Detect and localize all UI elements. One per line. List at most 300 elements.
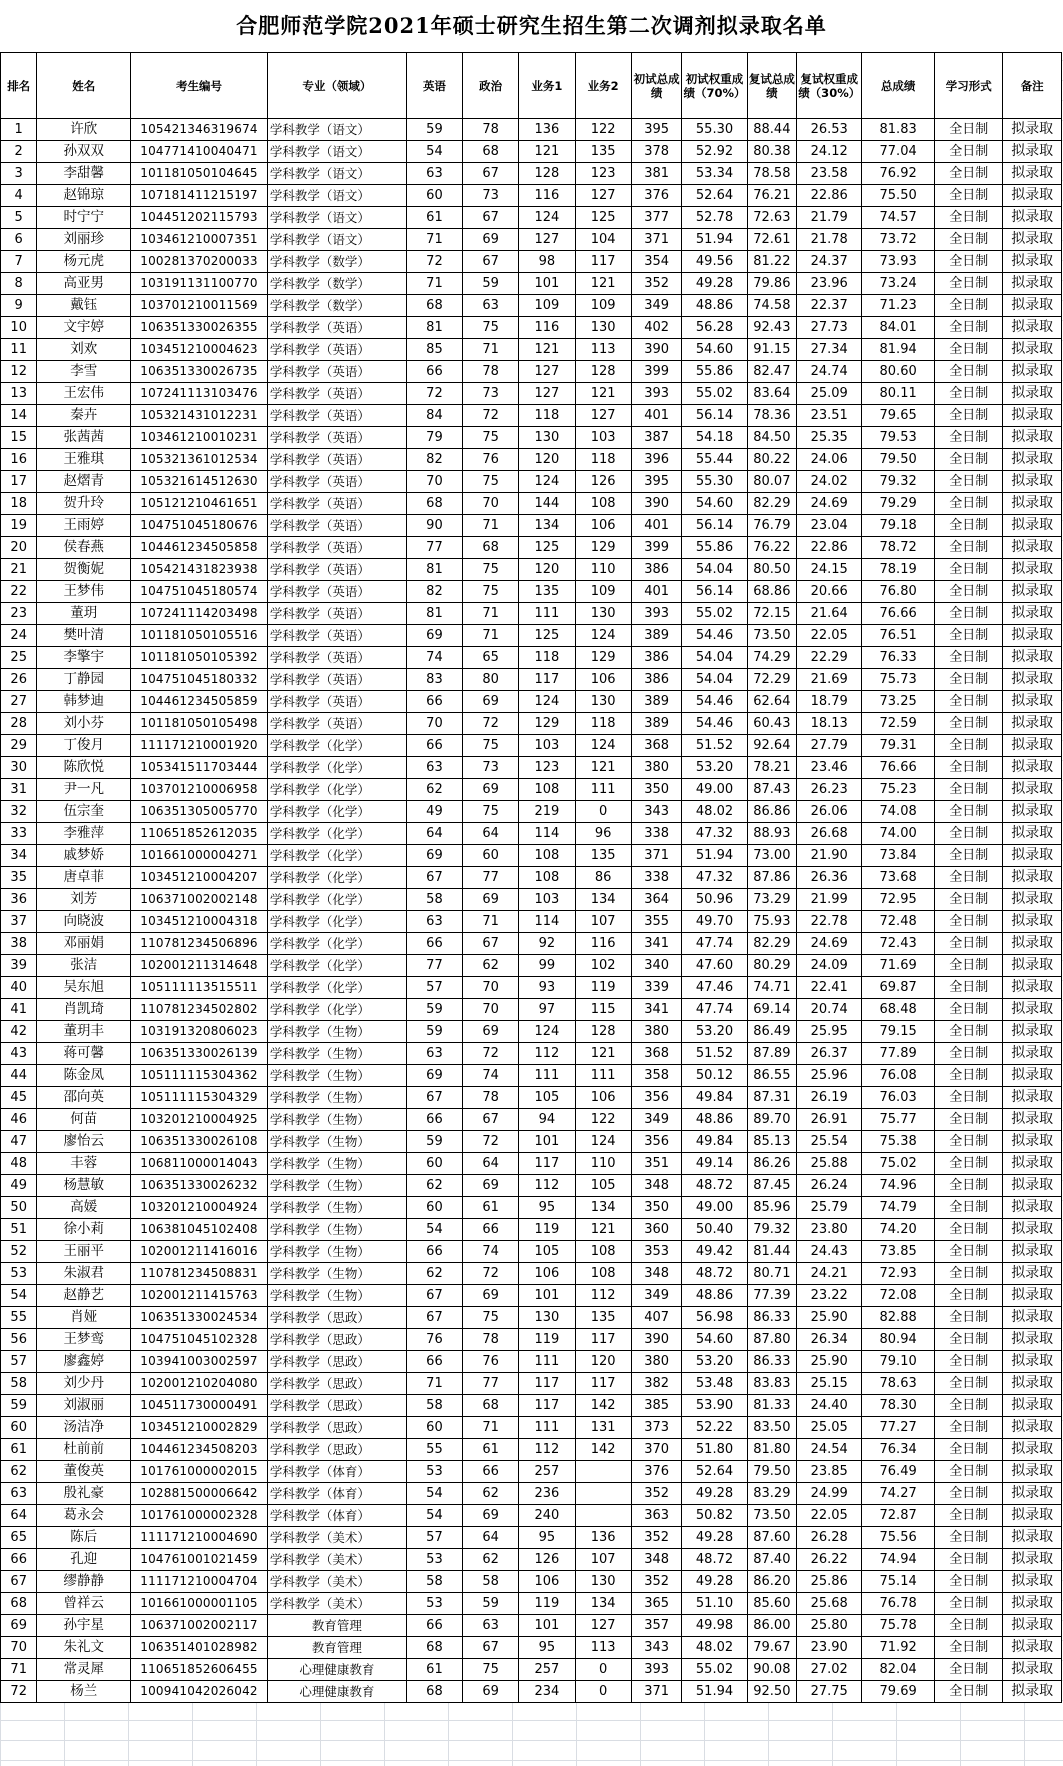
cell-retest-total[interactable]: 78.58 [747, 163, 797, 185]
cell-final-total[interactable]: 75.56 [862, 1527, 935, 1549]
cell-subj2[interactable]: 122 [575, 119, 631, 141]
cell-rank[interactable]: 71 [1, 1659, 37, 1681]
cell-rank[interactable]: 2 [1, 141, 37, 163]
cell-id[interactable]: 104461234505858 [131, 537, 268, 559]
cell-prelim-weighted[interactable]: 49.84 [682, 1131, 747, 1153]
cell-prelim-total[interactable]: 348 [631, 1175, 682, 1197]
cell-final-total[interactable]: 78.19 [862, 559, 935, 581]
cell-subj1[interactable]: 117 [519, 1373, 575, 1395]
cell-prelim-total[interactable]: 368 [631, 1043, 682, 1065]
cell-final-total[interactable]: 82.04 [862, 1659, 935, 1681]
cell-english[interactable]: 60 [406, 1197, 462, 1219]
cell-remark[interactable]: 拟录取 [1003, 1395, 1062, 1417]
cell-prelim-total[interactable]: 401 [631, 405, 682, 427]
cell-final-total[interactable]: 74.08 [862, 801, 935, 823]
cell-study-mode[interactable]: 全日制 [935, 1241, 1003, 1263]
cell-politics[interactable]: 75 [463, 735, 519, 757]
cell-retest-total[interactable]: 81.33 [747, 1395, 797, 1417]
cell-politics[interactable]: 64 [463, 1527, 519, 1549]
cell-subj1[interactable]: 112 [519, 1175, 575, 1197]
cell-subj1[interactable]: 125 [519, 537, 575, 559]
cell-final-total[interactable]: 76.08 [862, 1065, 935, 1087]
cell-prelim-weighted[interactable]: 52.64 [682, 1461, 747, 1483]
cell-english[interactable]: 67 [406, 1285, 462, 1307]
cell-study-mode[interactable]: 全日制 [935, 867, 1003, 889]
cell-final-total[interactable]: 72.93 [862, 1263, 935, 1285]
cell-politics[interactable]: 67 [463, 1109, 519, 1131]
cell-english[interactable]: 49 [406, 801, 462, 823]
cell-english[interactable]: 82 [406, 581, 462, 603]
cell-retest-total[interactable]: 77.39 [747, 1285, 797, 1307]
cell-id[interactable]: 107181411215197 [131, 185, 268, 207]
cell-english[interactable]: 68 [406, 1681, 462, 1703]
cell-rank[interactable]: 43 [1, 1043, 37, 1065]
cell-prelim-total[interactable]: 363 [631, 1505, 682, 1527]
cell-id[interactable]: 106351305005770 [131, 801, 268, 823]
cell-subj2[interactable]: 129 [575, 647, 631, 669]
cell-english[interactable]: 71 [406, 273, 462, 295]
cell-major[interactable]: 学科教学（英语） [267, 493, 406, 515]
cell-retest-weighted[interactable]: 24.40 [797, 1395, 862, 1417]
cell-retest-weighted[interactable]: 26.06 [797, 801, 862, 823]
cell-prelim-weighted[interactable]: 49.00 [682, 779, 747, 801]
cell-english[interactable]: 66 [406, 1109, 462, 1131]
cell-subj1[interactable]: 117 [519, 1395, 575, 1417]
cell-major[interactable]: 学科教学（英语） [267, 383, 406, 405]
cell-study-mode[interactable]: 全日制 [935, 559, 1003, 581]
cell-prelim-weighted[interactable]: 54.04 [682, 647, 747, 669]
cell-subj2[interactable]: 128 [575, 1021, 631, 1043]
cell-id[interactable]: 105111115304362 [131, 1065, 268, 1087]
cell-rank[interactable]: 58 [1, 1373, 37, 1395]
cell-english[interactable]: 67 [406, 1087, 462, 1109]
cell-subj1[interactable]: 121 [519, 141, 575, 163]
cell-subj2[interactable]: 104 [575, 229, 631, 251]
cell-study-mode[interactable]: 全日制 [935, 647, 1003, 669]
cell-prelim-total[interactable]: 389 [631, 625, 682, 647]
cell-prelim-total[interactable]: 349 [631, 1109, 682, 1131]
cell-prelim-total[interactable]: 349 [631, 295, 682, 317]
cell-name[interactable]: 邵向英 [37, 1087, 131, 1109]
cell-remark[interactable]: 拟录取 [1003, 1087, 1062, 1109]
cell-major[interactable]: 学科教学（生物） [267, 1219, 406, 1241]
cell-final-total[interactable]: 81.94 [862, 339, 935, 361]
cell-retest-weighted[interactable]: 27.34 [797, 339, 862, 361]
cell-retest-total[interactable]: 88.44 [747, 119, 797, 141]
cell-id[interactable]: 100941042026042 [131, 1681, 268, 1703]
cell-subj1[interactable]: 106 [519, 1263, 575, 1285]
cell-major[interactable]: 学科教学（思政） [267, 1395, 406, 1417]
cell-name[interactable]: 刘芳 [37, 889, 131, 911]
cell-major[interactable]: 学科教学（英语） [267, 405, 406, 427]
cell-rank[interactable]: 19 [1, 515, 37, 537]
cell-english[interactable]: 59 [406, 1131, 462, 1153]
cell-prelim-weighted[interactable]: 52.92 [682, 141, 747, 163]
cell-subj1[interactable]: 111 [519, 603, 575, 625]
cell-remark[interactable]: 拟录取 [1003, 295, 1062, 317]
cell-major[interactable]: 心理健康教育 [267, 1659, 406, 1681]
cell-final-total[interactable]: 73.84 [862, 845, 935, 867]
cell-retest-total[interactable]: 83.29 [747, 1483, 797, 1505]
cell-rank[interactable]: 8 [1, 273, 37, 295]
cell-final-total[interactable]: 77.89 [862, 1043, 935, 1065]
cell-english[interactable]: 90 [406, 515, 462, 537]
cell-study-mode[interactable]: 全日制 [935, 1461, 1003, 1483]
cell-id[interactable]: 103451210004623 [131, 339, 268, 361]
cell-prelim-weighted[interactable]: 50.82 [682, 1505, 747, 1527]
cell-prelim-weighted[interactable]: 50.40 [682, 1219, 747, 1241]
cell-retest-total[interactable]: 69.14 [747, 999, 797, 1021]
cell-politics[interactable]: 71 [463, 911, 519, 933]
cell-retest-weighted[interactable]: 26.53 [797, 119, 862, 141]
cell-english[interactable]: 62 [406, 1263, 462, 1285]
cell-remark[interactable]: 拟录取 [1003, 1615, 1062, 1637]
cell-prelim-total[interactable]: 338 [631, 867, 682, 889]
cell-prelim-weighted[interactable]: 54.46 [682, 713, 747, 735]
cell-subj1[interactable]: 95 [519, 1197, 575, 1219]
cell-remark[interactable]: 拟录取 [1003, 581, 1062, 603]
cell-prelim-weighted[interactable]: 54.46 [682, 691, 747, 713]
cell-major[interactable]: 学科教学（生物） [267, 1285, 406, 1307]
cell-subj1[interactable]: 101 [519, 1615, 575, 1637]
cell-subj2[interactable]: 110 [575, 559, 631, 581]
cell-retest-total[interactable]: 79.50 [747, 1461, 797, 1483]
cell-subj1[interactable]: 129 [519, 713, 575, 735]
cell-rank[interactable]: 36 [1, 889, 37, 911]
cell-study-mode[interactable]: 全日制 [935, 1153, 1003, 1175]
cell-retest-weighted[interactable]: 25.09 [797, 383, 862, 405]
cell-prelim-total[interactable]: 348 [631, 1549, 682, 1571]
cell-study-mode[interactable]: 全日制 [935, 251, 1003, 273]
cell-study-mode[interactable]: 全日制 [935, 427, 1003, 449]
cell-remark[interactable]: 拟录取 [1003, 757, 1062, 779]
cell-subj1[interactable]: 95 [519, 1637, 575, 1659]
cell-politics[interactable]: 73 [463, 383, 519, 405]
cell-id[interactable]: 105341511703444 [131, 757, 268, 779]
cell-study-mode[interactable]: 全日制 [935, 1593, 1003, 1615]
cell-retest-weighted[interactable]: 24.21 [797, 1263, 862, 1285]
cell-name[interactable]: 许欣 [37, 119, 131, 141]
cell-prelim-weighted[interactable]: 48.02 [682, 1637, 747, 1659]
cell-name[interactable]: 王雅琪 [37, 449, 131, 471]
cell-rank[interactable]: 9 [1, 295, 37, 317]
cell-subj2[interactable]: 127 [575, 1615, 631, 1637]
cell-politics[interactable]: 75 [463, 581, 519, 603]
cell-politics[interactable]: 62 [463, 1549, 519, 1571]
cell-major[interactable]: 学科教学（生物） [267, 1241, 406, 1263]
cell-final-total[interactable]: 77.04 [862, 141, 935, 163]
cell-remark[interactable]: 拟录取 [1003, 999, 1062, 1021]
cell-rank[interactable]: 13 [1, 383, 37, 405]
cell-retest-total[interactable]: 80.71 [747, 1263, 797, 1285]
cell-english[interactable]: 62 [406, 779, 462, 801]
cell-prelim-total[interactable]: 380 [631, 1351, 682, 1373]
cell-prelim-total[interactable]: 355 [631, 911, 682, 933]
cell-prelim-total[interactable]: 402 [631, 317, 682, 339]
cell-id[interactable]: 103451210002829 [131, 1417, 268, 1439]
cell-subj2[interactable]: 142 [575, 1395, 631, 1417]
cell-politics[interactable]: 69 [463, 779, 519, 801]
cell-retest-total[interactable]: 83.50 [747, 1417, 797, 1439]
cell-id[interactable]: 103941003002597 [131, 1351, 268, 1373]
cell-retest-weighted[interactable]: 27.02 [797, 1659, 862, 1681]
cell-english[interactable]: 60 [406, 1153, 462, 1175]
cell-study-mode[interactable]: 全日制 [935, 1263, 1003, 1285]
cell-retest-total[interactable]: 83.83 [747, 1373, 797, 1395]
cell-prelim-weighted[interactable]: 47.74 [682, 933, 747, 955]
cell-retest-weighted[interactable]: 24.74 [797, 361, 862, 383]
cell-english[interactable]: 77 [406, 537, 462, 559]
cell-id[interactable]: 103701210006958 [131, 779, 268, 801]
cell-major[interactable]: 学科教学（生物） [267, 1109, 406, 1131]
cell-subj2[interactable]: 0 [575, 1681, 631, 1703]
cell-major[interactable]: 学科教学（化学） [267, 735, 406, 757]
cell-name[interactable]: 吴东旭 [37, 977, 131, 999]
cell-subj2[interactable]: 108 [575, 1241, 631, 1263]
cell-rank[interactable]: 27 [1, 691, 37, 713]
cell-retest-total[interactable]: 85.13 [747, 1131, 797, 1153]
cell-prelim-total[interactable]: 356 [631, 1131, 682, 1153]
cell-name[interactable]: 杨元虎 [37, 251, 131, 273]
cell-subj2[interactable]: 124 [575, 625, 631, 647]
cell-remark[interactable]: 拟录取 [1003, 1637, 1062, 1659]
cell-remark[interactable]: 拟录取 [1003, 1175, 1062, 1197]
cell-id[interactable]: 103201210004925 [131, 1109, 268, 1131]
cell-rank[interactable]: 54 [1, 1285, 37, 1307]
cell-politics[interactable]: 69 [463, 1021, 519, 1043]
cell-id[interactable]: 103451210004318 [131, 911, 268, 933]
cell-major[interactable]: 学科教学（化学） [267, 845, 406, 867]
cell-major[interactable]: 学科教学（英语） [267, 427, 406, 449]
cell-retest-total[interactable]: 86.49 [747, 1021, 797, 1043]
cell-retest-weighted[interactable]: 26.19 [797, 1087, 862, 1109]
cell-prelim-total[interactable]: 390 [631, 493, 682, 515]
cell-major[interactable]: 学科教学（英语） [267, 361, 406, 383]
cell-id[interactable]: 103191320806023 [131, 1021, 268, 1043]
cell-retest-total[interactable]: 82.47 [747, 361, 797, 383]
cell-id[interactable]: 105321431012231 [131, 405, 268, 427]
cell-study-mode[interactable]: 全日制 [935, 119, 1003, 141]
cell-retest-weighted[interactable]: 23.85 [797, 1461, 862, 1483]
cell-study-mode[interactable]: 全日制 [935, 845, 1003, 867]
cell-major[interactable]: 学科教学（美术） [267, 1593, 406, 1615]
cell-english[interactable]: 60 [406, 185, 462, 207]
cell-subj2[interactable]: 107 [575, 911, 631, 933]
cell-politics[interactable]: 59 [463, 1593, 519, 1615]
cell-retest-total[interactable]: 87.31 [747, 1087, 797, 1109]
cell-name[interactable]: 葛永会 [37, 1505, 131, 1527]
cell-subj2[interactable]: 103 [575, 427, 631, 449]
cell-id[interactable]: 106371002002117 [131, 1615, 268, 1637]
cell-prelim-total[interactable]: 371 [631, 229, 682, 251]
cell-rank[interactable]: 7 [1, 251, 37, 273]
cell-subj2[interactable]: 110 [575, 1153, 631, 1175]
cell-politics[interactable]: 75 [463, 317, 519, 339]
cell-major[interactable]: 学科教学（语文） [267, 163, 406, 185]
cell-rank[interactable]: 29 [1, 735, 37, 757]
col-header-retest-total[interactable]: 复试总成绩 [747, 53, 797, 119]
cell-name[interactable]: 时宁宁 [37, 207, 131, 229]
cell-rank[interactable]: 49 [1, 1175, 37, 1197]
cell-name[interactable]: 赵锦琼 [37, 185, 131, 207]
cell-prelim-weighted[interactable]: 54.60 [682, 493, 747, 515]
cell-subj2[interactable]: 136 [575, 1527, 631, 1549]
cell-final-total[interactable]: 84.01 [862, 317, 935, 339]
cell-rank[interactable]: 70 [1, 1637, 37, 1659]
cell-retest-total[interactable]: 85.60 [747, 1593, 797, 1615]
cell-final-total[interactable]: 73.72 [862, 229, 935, 251]
cell-rank[interactable]: 22 [1, 581, 37, 603]
cell-final-total[interactable]: 75.73 [862, 669, 935, 691]
cell-retest-total[interactable]: 76.21 [747, 185, 797, 207]
cell-prelim-weighted[interactable]: 48.86 [682, 1109, 747, 1131]
cell-remark[interactable]: 拟录取 [1003, 229, 1062, 251]
cell-retest-weighted[interactable]: 25.86 [797, 1571, 862, 1593]
cell-retest-total[interactable]: 80.38 [747, 141, 797, 163]
cell-subj2[interactable]: 113 [575, 1637, 631, 1659]
cell-name[interactable]: 刘小芬 [37, 713, 131, 735]
cell-politics[interactable]: 64 [463, 823, 519, 845]
cell-study-mode[interactable]: 全日制 [935, 1175, 1003, 1197]
cell-major[interactable]: 学科教学（英语） [267, 339, 406, 361]
cell-remark[interactable]: 拟录取 [1003, 493, 1062, 515]
cell-english[interactable]: 69 [406, 845, 462, 867]
cell-prelim-weighted[interactable]: 49.84 [682, 1087, 747, 1109]
cell-remark[interactable]: 拟录取 [1003, 1109, 1062, 1131]
cell-study-mode[interactable]: 全日制 [935, 1615, 1003, 1637]
col-header-remark[interactable]: 备注 [1003, 53, 1062, 119]
cell-prelim-total[interactable]: 353 [631, 1241, 682, 1263]
cell-name[interactable]: 廖怡云 [37, 1131, 131, 1153]
cell-prelim-weighted[interactable]: 52.22 [682, 1417, 747, 1439]
cell-retest-total[interactable]: 73.00 [747, 845, 797, 867]
cell-remark[interactable]: 拟录取 [1003, 317, 1062, 339]
cell-subj2[interactable]: 134 [575, 1593, 631, 1615]
cell-rank[interactable]: 5 [1, 207, 37, 229]
cell-id[interactable]: 110781234502802 [131, 999, 268, 1021]
cell-remark[interactable]: 拟录取 [1003, 185, 1062, 207]
cell-retest-weighted[interactable]: 25.68 [797, 1593, 862, 1615]
cell-prelim-total[interactable]: 349 [631, 1285, 682, 1307]
cell-prelim-total[interactable]: 393 [631, 383, 682, 405]
cell-prelim-total[interactable]: 338 [631, 823, 682, 845]
cell-remark[interactable]: 拟录取 [1003, 735, 1062, 757]
cell-english[interactable]: 55 [406, 1439, 462, 1461]
cell-subj2[interactable]: 118 [575, 713, 631, 735]
cell-politics[interactable]: 63 [463, 295, 519, 317]
cell-prelim-weighted[interactable]: 48.86 [682, 1285, 747, 1307]
cell-english[interactable]: 85 [406, 339, 462, 361]
cell-rank[interactable]: 10 [1, 317, 37, 339]
cell-subj1[interactable]: 124 [519, 691, 575, 713]
cell-prelim-weighted[interactable]: 52.64 [682, 185, 747, 207]
cell-prelim-total[interactable]: 368 [631, 735, 682, 757]
cell-retest-total[interactable]: 80.22 [747, 449, 797, 471]
cell-remark[interactable]: 拟录取 [1003, 823, 1062, 845]
col-header-study-mode[interactable]: 学习形式 [935, 53, 1003, 119]
cell-remark[interactable]: 拟录取 [1003, 1417, 1062, 1439]
cell-final-total[interactable]: 71.92 [862, 1637, 935, 1659]
cell-id[interactable]: 101181050105392 [131, 647, 268, 669]
cell-major[interactable]: 学科教学（语文） [267, 207, 406, 229]
cell-name[interactable]: 曾祥云 [37, 1593, 131, 1615]
cell-politics[interactable]: 67 [463, 207, 519, 229]
cell-subj2[interactable]: 130 [575, 1571, 631, 1593]
cell-english[interactable]: 84 [406, 405, 462, 427]
cell-retest-weighted[interactable]: 26.37 [797, 1043, 862, 1065]
cell-final-total[interactable]: 72.08 [862, 1285, 935, 1307]
cell-prelim-total[interactable]: 396 [631, 449, 682, 471]
cell-prelim-weighted[interactable]: 48.72 [682, 1175, 747, 1197]
cell-rank[interactable]: 65 [1, 1527, 37, 1549]
cell-prelim-weighted[interactable]: 54.60 [682, 339, 747, 361]
cell-retest-total[interactable]: 72.29 [747, 669, 797, 691]
cell-final-total[interactable]: 76.49 [862, 1461, 935, 1483]
cell-final-total[interactable]: 78.72 [862, 537, 935, 559]
cell-rank[interactable]: 53 [1, 1263, 37, 1285]
cell-retest-weighted[interactable]: 20.74 [797, 999, 862, 1021]
cell-id[interactable]: 103201210004924 [131, 1197, 268, 1219]
cell-prelim-total[interactable]: 364 [631, 889, 682, 911]
cell-subj1[interactable]: 124 [519, 1021, 575, 1043]
cell-final-total[interactable]: 76.80 [862, 581, 935, 603]
cell-rank[interactable]: 56 [1, 1329, 37, 1351]
cell-rank[interactable]: 60 [1, 1417, 37, 1439]
cell-retest-weighted[interactable]: 25.88 [797, 1153, 862, 1175]
cell-retest-total[interactable]: 72.61 [747, 229, 797, 251]
cell-study-mode[interactable]: 全日制 [935, 1571, 1003, 1593]
cell-retest-total[interactable]: 74.71 [747, 977, 797, 999]
cell-prelim-total[interactable]: 339 [631, 977, 682, 999]
cell-final-total[interactable]: 75.23 [862, 779, 935, 801]
cell-id[interactable]: 107241113103476 [131, 383, 268, 405]
cell-name[interactable]: 杨慧敏 [37, 1175, 131, 1197]
cell-final-total[interactable]: 79.53 [862, 427, 935, 449]
cell-retest-weighted[interactable]: 24.12 [797, 141, 862, 163]
cell-subj2[interactable]: 131 [575, 1417, 631, 1439]
cell-id[interactable]: 105321614512630 [131, 471, 268, 493]
cell-subj1[interactable]: 101 [519, 1131, 575, 1153]
cell-major[interactable]: 学科教学（生物） [267, 1021, 406, 1043]
cell-retest-weighted[interactable]: 23.96 [797, 273, 862, 295]
cell-id[interactable]: 107241114203498 [131, 603, 268, 625]
cell-remark[interactable]: 拟录取 [1003, 1285, 1062, 1307]
cell-prelim-weighted[interactable]: 47.32 [682, 867, 747, 889]
cell-major[interactable]: 学科教学（化学） [267, 867, 406, 889]
cell-id[interactable]: 111171210001920 [131, 735, 268, 757]
cell-politics[interactable]: 73 [463, 757, 519, 779]
cell-id[interactable]: 101761000002328 [131, 1505, 268, 1527]
cell-remark[interactable]: 拟录取 [1003, 537, 1062, 559]
cell-retest-weighted[interactable]: 26.68 [797, 823, 862, 845]
cell-final-total[interactable]: 79.65 [862, 405, 935, 427]
cell-id[interactable]: 110651852606455 [131, 1659, 268, 1681]
cell-prelim-total[interactable]: 378 [631, 141, 682, 163]
cell-remark[interactable]: 拟录取 [1003, 1021, 1062, 1043]
cell-id[interactable]: 111171210004690 [131, 1527, 268, 1549]
cell-major[interactable]: 学科教学（英语） [267, 603, 406, 625]
cell-study-mode[interactable]: 全日制 [935, 405, 1003, 427]
cell-prelim-total[interactable]: 348 [631, 1263, 682, 1285]
cell-retest-weighted[interactable]: 26.36 [797, 867, 862, 889]
cell-subj2[interactable]: 121 [575, 273, 631, 295]
cell-remark[interactable]: 拟录取 [1003, 1043, 1062, 1065]
cell-rank[interactable]: 64 [1, 1505, 37, 1527]
cell-rank[interactable]: 34 [1, 845, 37, 867]
cell-english[interactable]: 54 [406, 1483, 462, 1505]
cell-final-total[interactable]: 79.18 [862, 515, 935, 537]
cell-subj2[interactable]: 116 [575, 933, 631, 955]
